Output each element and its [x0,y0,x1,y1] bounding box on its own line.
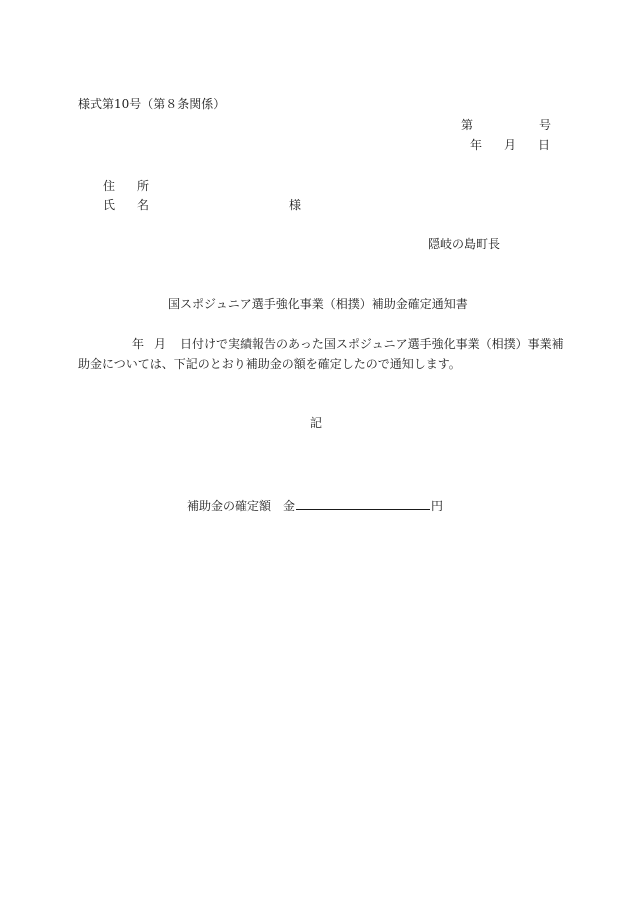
date-year: 年 [470,138,483,152]
amount-prefix: 金 [283,499,296,513]
document-title: 国スポジュニア選手強化事業（相撲）補助金確定通知書 [168,297,468,311]
form-number: 様式第10号（第８条関係） [78,97,226,111]
issue-number-line [461,118,551,132]
date-month: 月 [504,138,517,152]
honorific: 様 [289,198,302,212]
body-line-2: 助金については、下記のとおり補助金の額を確定したので通知します。 [78,357,461,371]
amount-line [187,497,443,513]
address-label: 住 所 [103,179,150,193]
issue-number-prefix: 第 [461,118,474,132]
amount-blank [296,497,430,510]
amount-unit: 円 [431,499,444,513]
date-day: 日 [538,138,551,152]
body-line-1: 年 月 日付けで実績報告のあった国スポジュニア選手強化事業（相撲）事業補 [132,337,564,351]
date-line [470,138,550,152]
amount-label: 補助金の確定額 [187,499,272,513]
sender-name: 隠岐の島町長 [428,237,501,251]
issue-number-suffix: 号 [539,118,552,132]
name-label: 氏 名 [103,198,150,212]
ki-heading: 記 [310,416,323,430]
